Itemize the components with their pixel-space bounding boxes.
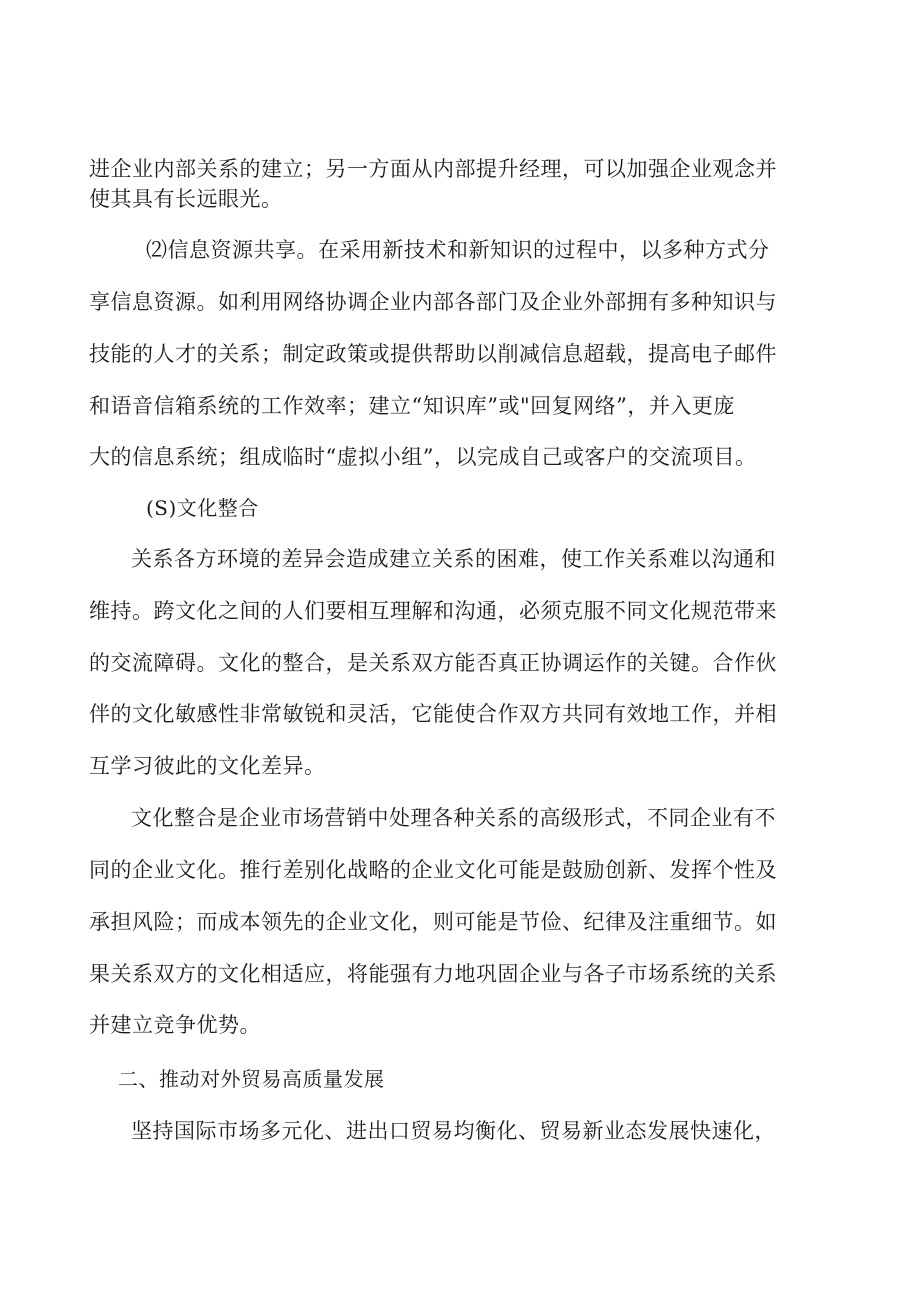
paragraph-line: 关系各方环境的差异会造成建立关系的困难，使工作关系难以沟通和	[131, 547, 776, 571]
paragraph-line: 进企业内部关系的建立；另一方面从内部提升经理，可以加强企业观念并	[89, 157, 777, 181]
paragraph-line: 互学习彼此的文化差异。	[89, 754, 326, 778]
section-heading: 二、推动对外贸易高质量发展	[118, 1067, 385, 1091]
section-heading: (S)文化整合	[146, 496, 259, 520]
paragraph-line: 维持。跨文化之间的人们要相互理解和沟通，必须克服不同文化规范带来	[89, 599, 777, 623]
paragraph-line: 伴的文化敏感性非常敏锐和灵活，它能使合作双方共同有效地工作，并相	[89, 702, 777, 726]
paragraph-line: 享信息资源。如利用网络协调企业内部各部门及企业外部拥有多种知识与	[89, 290, 777, 314]
paragraph-line: 文化整合是企业市场营销中处理各种关系的高级形式，不同企业有不	[131, 806, 776, 830]
paragraph-line: 并建立竞争优势。	[89, 1013, 261, 1037]
paragraph-line: 果关系双方的文化相适应，将能强有力地巩固企业与各子市场系统的关系	[89, 962, 777, 986]
paragraph-line: 承担风险；而成本领先的企业文化，则可能是节俭、纪律及注重细节。如	[89, 910, 777, 934]
paragraph-line: 大的信息系统；组成临时“虚拟小组”，以完成自己或客户的交流项目。	[89, 445, 757, 469]
paragraph-line: 同的企业文化。推行差别化战略的企业文化可能是鼓励创新、发挥个性及	[89, 858, 777, 882]
paragraph-line: 和语音信箱系统的工作效率；建立“知识库”或"回复网络”，并入更庞	[89, 394, 735, 418]
paragraph-line: 技能的人才的关系；制定政策或提供帮助以削减信息超载，提高电子邮件	[89, 342, 777, 366]
paragraph-line: 坚持国际市场多元化、进出口贸易均衡化、贸易新业态发展快速化，	[131, 1119, 776, 1143]
paragraph-line: 使其具有长远眼光。	[89, 187, 283, 211]
paragraph-line: 的交流障碍。文化的整合，是关系双方能否真正协调运作的关键。合作伙	[89, 651, 777, 675]
paragraph-line: ⑵信息资源共享。在采用新技术和新知识的过程中，以多种方式分	[146, 238, 770, 262]
